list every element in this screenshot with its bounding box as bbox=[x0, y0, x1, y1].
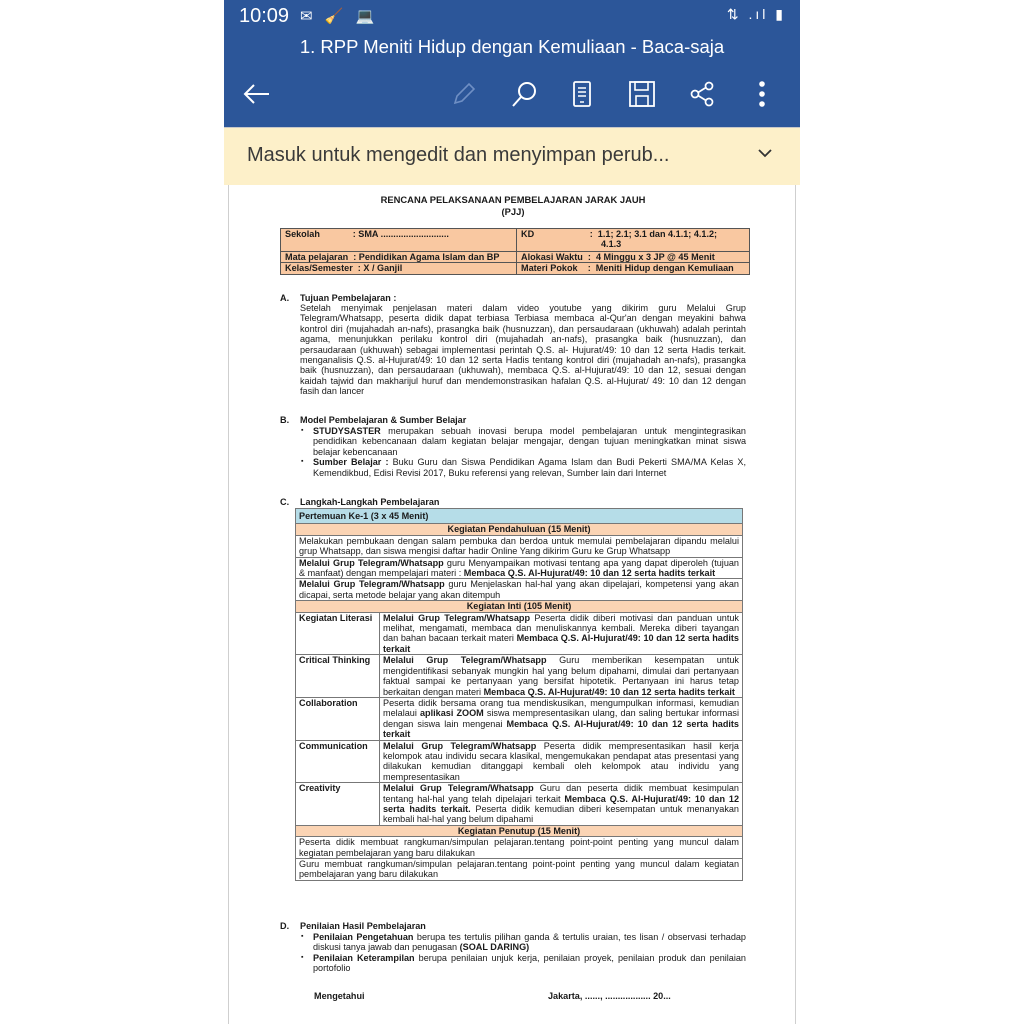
bold-text: Penilaian Pengetahuan bbox=[313, 932, 414, 942]
save-button[interactable] bbox=[624, 76, 660, 112]
text: Buku Guru dan Siswa Pendidikan Agama Islam dan Budi Pekerti SMA/MA Kelas X, Kemendikbud, Edisi Revisi 2017, Buku referensi yang relevan, Sumber lain dari Internet bbox=[313, 457, 746, 478]
search-button[interactable] bbox=[506, 76, 542, 112]
text: Melakukan pembukaan dengan salam pembuka dan berdoa untuk memulai pembelajaran dipandu melalui grup Whatsapp, dan siswa mengisi daftar hadir Online Yang dikirim Guru ke Grup Whatsapp bbox=[299, 535, 739, 557]
list-item bbox=[300, 932, 746, 953]
row-label: Creativity bbox=[296, 783, 380, 826]
bold-text: Penilaian Keterampilan bbox=[313, 952, 415, 963]
meeting-header: Pertemuan Ke-1 (3 x 45 Menit) bbox=[296, 509, 743, 524]
table-cell bbox=[296, 859, 743, 881]
table-row bbox=[296, 859, 743, 881]
table-cell bbox=[296, 557, 743, 579]
table-row bbox=[296, 837, 743, 859]
section-d-letter: D. bbox=[280, 921, 290, 931]
status-time: 10:09 bbox=[239, 5, 290, 27]
text: Guru memberikan kesempatan untuk mengidentifikasi sebanyak mungkin hal yang belum dipahami, dimulai dari pertanyaan faktual sampai ke pertanyaan yang bersifat hipotetik. Pertanyaan ini harus tetap berkaitan dengan materi bbox=[383, 655, 739, 697]
app-bar bbox=[224, 0, 800, 127]
closing-activity-header: Kegiatan Penutup (15 Menit) bbox=[296, 825, 743, 836]
doc-subheading: (PJJ) bbox=[501, 205, 525, 217]
bold-text: Membaca Q.S. Al-Hujurat/49: 10 dan 12 serta hadits terkait bbox=[463, 568, 716, 579]
document-page bbox=[228, 185, 796, 1024]
signature-left-label: Mengetahui bbox=[314, 991, 365, 1001]
school-cell: Sekolah : SMA ........................... bbox=[281, 229, 517, 252]
table-cell bbox=[380, 697, 743, 740]
doc-heading: RENCANA PELAKSANAAN PEMBELAJARAN JARAK JAUH bbox=[380, 194, 646, 205]
text: Peserta didik mempresentasikan hasil kerja kelompok atau individu secara klasikal, mengemukakan pendapat atas presentasi yang dilakukan kemudian ditanggapi kembali oleh kelompok atau individu yang mempresentasikan bbox=[383, 740, 739, 782]
section-b-heading: Model Pembelajaran & Sumber Belajar bbox=[300, 415, 467, 425]
bold-text: Membaca Q.S. Al-Hujurat/49: 10 dan 12 serta hadits terkait bbox=[383, 633, 739, 654]
signal-battery-icons: ⇅ .ıl ▮ bbox=[726, 6, 786, 22]
text: Guru membuat rangkuman/simpulan pelajaran.tentang point-point penting yang muncul dalam kegiatan pembelajaran yang baru dilakukan bbox=[299, 859, 739, 880]
banner-text: Masuk untuk mengedit dan menyimpan perub... bbox=[247, 144, 670, 166]
section-c-letter: C. bbox=[280, 497, 290, 507]
learning-steps-table bbox=[295, 508, 743, 881]
bold-text: Melalui Grup Telegram/Whatsapp bbox=[383, 612, 530, 623]
text: Peserta didik kemudian diberi kesempatan untuk menanyakan kembali hal-hal yang belum dipahami bbox=[383, 803, 739, 825]
table-row bbox=[296, 655, 743, 698]
notification-icons: ✉ 🧹 💻 bbox=[300, 8, 379, 25]
table-cell bbox=[380, 655, 743, 698]
table-row bbox=[296, 697, 743, 740]
back-arrow-icon bbox=[242, 83, 270, 105]
kd-cell bbox=[517, 229, 750, 252]
bold-text: Melalui Grup Telegram/Whatsapp bbox=[299, 557, 444, 568]
text: siswa mempresentasikan ulang, dan saling bertukar informasi dengan siswa lain mengenai bbox=[383, 708, 739, 729]
section-d-list bbox=[300, 932, 746, 974]
search-icon bbox=[510, 80, 538, 108]
list-item bbox=[300, 426, 746, 457]
section-a-paragraph: Setelah menyimak penjelasan materi dalam video youtube yang dikirim guru Melalui Grup Telegram/Whatsapp, peserta didik dapat terbiasa Terbiasa membaca al-Qur'an dengan meyakini bahwa kontrol diri (mujahadah an-nafs), prasangka baik (husnuzzan), dan persaudaraan (ukhuwah) adalah perintah agama, menunjukkan perilaku kontrol diri (mujahadah an-nafs), prasangka baik (husnuzzan), dan persaudaraan (ukhuwah) sebagai implementasi perintah Q.S. al- Hujurat/49: 10 dan 12 serta Hadis terkait. menganalisis Q.S. al-Hujurat/49: 10 dan 12 serta Hadis tentang kontrol diri (mujahadah an-nafs), prasangka baik (husnuzzan), dan persaudaraan (ukhuwah), membaca Q.S. al-Hujurat/49: 10 dan 12, sesuai dengan kaidah tajwid dan makharijul huruf dan mendemonstrasikan hafalan Q.S. al-Hujurat/ 49: 10 dan 12 dengan fasih dan lancer bbox=[300, 303, 746, 397]
row-label: Kegiatan Literasi bbox=[296, 612, 380, 655]
text: berupa penilaian unjuk kerja, penilaian proyek, penilaian produk dan penilaian portofolio bbox=[313, 952, 746, 974]
edit-button[interactable] bbox=[446, 76, 482, 112]
table-row bbox=[296, 612, 743, 655]
phone-screen bbox=[224, 0, 800, 1024]
list-item bbox=[300, 457, 746, 478]
row-label: Communication bbox=[296, 740, 380, 783]
list-item bbox=[300, 953, 746, 974]
text: merupakan sebuah inovasi berupa model pembelajaran untuk mengintegrasikan pendidikan kebencanaan dalam kegiatan belajar mengajar, dengan tujuan meningkatkan minat siswa belajar kebencanaan bbox=[313, 426, 746, 457]
table-row bbox=[296, 579, 743, 601]
table-cell bbox=[296, 535, 743, 557]
table-row bbox=[296, 783, 743, 826]
more-vertical-icon bbox=[758, 81, 766, 107]
section-b-list bbox=[300, 426, 746, 478]
row-label: Critical Thinking bbox=[296, 655, 380, 698]
text: Peserta didik diberi motivasi dan panduan untuk melihat, mengamati, membaca dan menuliskannya kembali. Mereka diberi tayangan dan bahan bacaan terkait materi bbox=[383, 612, 739, 644]
table-row bbox=[296, 557, 743, 579]
bold-text: Melalui Grup Telegram/Whatsapp bbox=[383, 655, 547, 666]
bold-text: aplikasi ZOOM bbox=[419, 708, 484, 719]
header-info-table bbox=[280, 228, 750, 275]
section-b-letter: B. bbox=[280, 415, 290, 425]
kd-text: KD : 1.1; 2.1; 3.1 dan 4.1.1; 4.1.2; bbox=[521, 229, 718, 239]
save-icon bbox=[629, 81, 655, 107]
kd-text-cont: 4.1.3 bbox=[601, 239, 622, 250]
text: Peserta didik bersama orang tua mendiskusikan, mengumpulkan informasi, kemudian melalaui bbox=[383, 697, 739, 719]
document-title: 1. RPP Meniti Hidup dengan Kemuliaan - Baca-saja bbox=[299, 36, 725, 57]
text: Peserta didik membuat rangkuman/simpulan pelajaran.tentang point-point penting yang muncul dalam kegiatan pembelajaran yang baru dilakukan bbox=[299, 837, 739, 858]
text: guru Menyampaikan motivasi tentang apa yang dapat diperoleh (tujuan & manfaat) dengan mempelajari materi : bbox=[299, 557, 739, 579]
bold-text: Membaca Q.S. Al-Hujurat/49: 10 dan 12 serta hadits terkait bbox=[383, 718, 739, 740]
table-row bbox=[296, 535, 743, 557]
core-activity-header: Kegiatan Inti (105 Menit) bbox=[296, 601, 743, 612]
bold-text: Melalui Grup Telegram/Whatsapp bbox=[299, 579, 445, 590]
share-button[interactable] bbox=[684, 76, 720, 112]
mobile-view-button[interactable] bbox=[564, 76, 600, 112]
bold-text: Sumber Belajar : bbox=[313, 457, 389, 468]
pencil-icon bbox=[451, 81, 477, 107]
back-button[interactable] bbox=[238, 76, 274, 112]
class-semester-cell: Kelas/Semester : X / Ganjil bbox=[281, 263, 517, 274]
table-cell bbox=[380, 783, 743, 826]
section-d-heading: Penilaian Hasil Pembelajaran bbox=[300, 921, 426, 931]
section-a-heading: Tujuan Pembelajaran : bbox=[300, 293, 397, 303]
bold-text: (SOAL DARING) bbox=[459, 942, 530, 953]
bold-text: STUDYSASTER bbox=[313, 426, 381, 436]
doc-title-block bbox=[229, 194, 797, 217]
section-a-letter: A. bbox=[280, 293, 290, 303]
table-cell bbox=[296, 579, 743, 601]
table-row bbox=[296, 740, 743, 783]
sign-in-banner[interactable] bbox=[224, 127, 800, 185]
bold-text: Membaca Q.S. Al-Hujurat/49: 10 dan 12 serta hadits terkait bbox=[483, 686, 735, 697]
text: berupa tes tertulis pilihan ganda & tertulis uraian, tes lisan / observasi terhadap diskusi tanya jawab dan penugasan bbox=[313, 932, 746, 953]
main-material-cell: Materi Pokok : Meniti Hidup dengan Kemuliaan bbox=[517, 263, 750, 274]
bold-text: Membaca Q.S. Al-Hujurat/49: 10 dan 12 serta hadits terkait. bbox=[383, 793, 739, 814]
table-cell bbox=[380, 612, 743, 655]
text: Guru dan peserta didik membuat kesimpulan tentang hal-hal yang telah dipelajari terkait bbox=[383, 783, 739, 804]
table-cell bbox=[380, 740, 743, 783]
subject-cell: Mata pelajaran : Pendidikan Agama Islam dan BP bbox=[281, 252, 517, 263]
bold-text: Melalui Grup Telegram/Whatsapp bbox=[383, 740, 537, 751]
bold-text: Melalui Grup Telegram/Whatsapp bbox=[383, 783, 534, 794]
signature-place-date: Jakarta, ......, .................. 20... bbox=[548, 991, 671, 1001]
time-allocation-cell: Alokasi Waktu : 4 Minggu x 3 JP @ 45 Menit bbox=[517, 252, 750, 263]
mobile-view-icon bbox=[572, 81, 592, 107]
more-options-button[interactable] bbox=[744, 76, 780, 112]
section-c-heading: Langkah-Langkah Pembelajaran bbox=[300, 497, 440, 507]
share-icon bbox=[689, 81, 715, 107]
intro-activity-header: Kegiatan Pendahuluan (15 Menit) bbox=[296, 524, 743, 535]
text: guru Menjelaskan hal-hal yang akan dipelajari, kompetensi yang akan dicapai, serta metode belajar yang akan ditempuh bbox=[299, 579, 739, 600]
table-cell bbox=[296, 837, 743, 859]
row-label: Collaboration bbox=[296, 697, 380, 740]
chevron-down-icon[interactable] bbox=[756, 144, 774, 167]
